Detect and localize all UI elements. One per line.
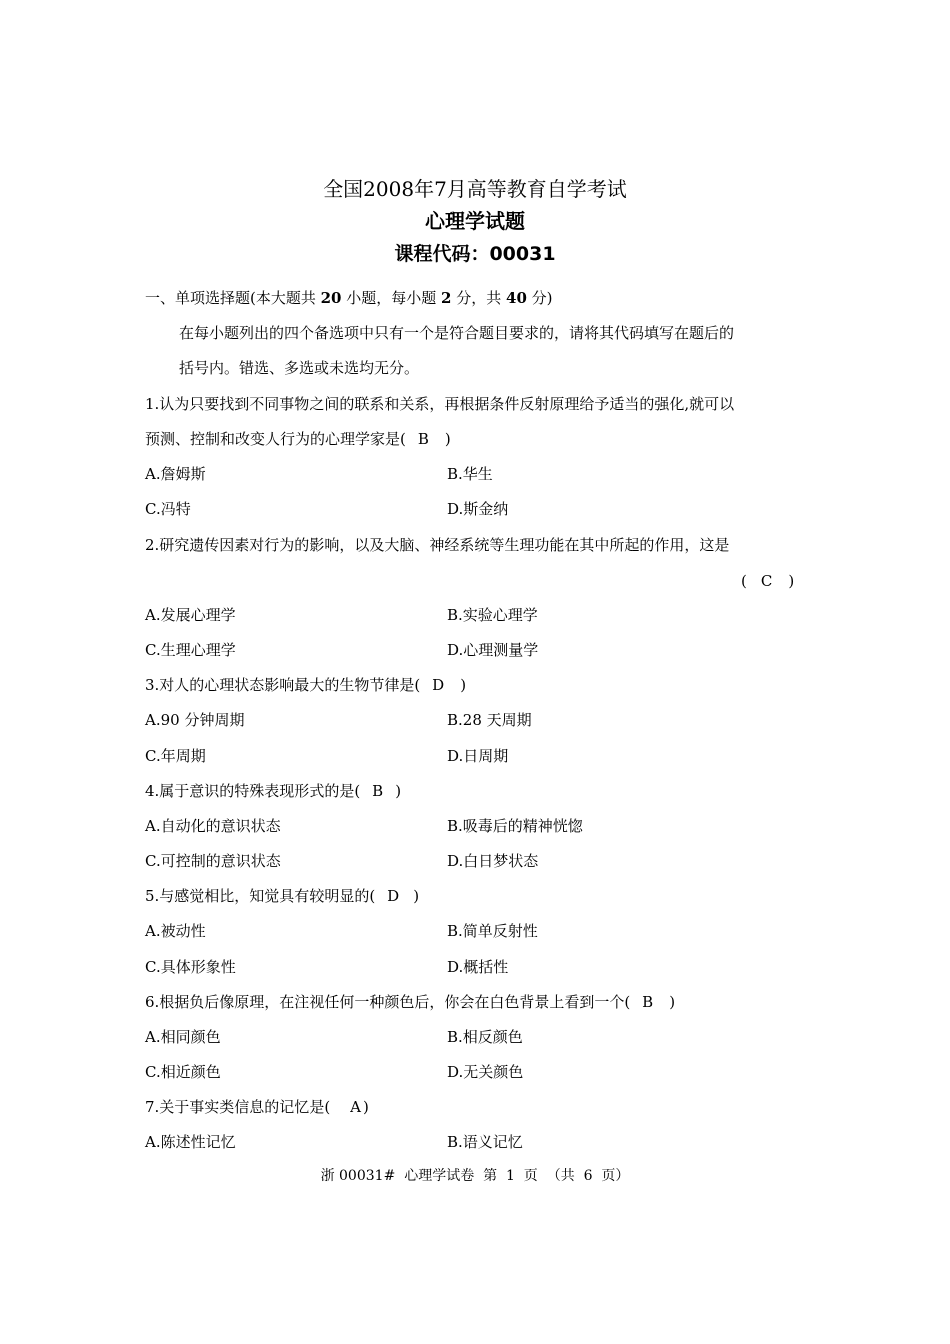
option-7b: B.语义记忆 (447, 1133, 523, 1151)
instruction-line-2: 括号内。错选、多选或未选均无分。 (179, 359, 420, 377)
question-4-stem: 4.属于意识的特殊表现形式的是( B ) (145, 782, 402, 800)
option-3c: C.年周期 (145, 747, 206, 765)
question-6-stem: 6.根据负后像原理，在注视任何一种颜色后，你会在白色背景上看到一个( B ) (145, 993, 676, 1011)
option-4c: C.可控制的意识状态 (145, 852, 281, 870)
question-5-stem: 5.与感觉相比，知觉具有较明显的( D ) (145, 887, 420, 905)
answer-2: C (760, 572, 773, 590)
option-6c: C.相近颜色 (145, 1063, 221, 1081)
option-2b: B.实验心理学 (447, 606, 538, 624)
answer-3: D (432, 676, 445, 694)
answer-7: A (350, 1098, 362, 1116)
instruction-line-1: 在每小题列出的四个备选项中只有一个是符合题目要求的，请将其代码填写在题后的 (179, 324, 735, 342)
question-2-stem-line-1: 2.研究遗传因素对行为的影响，以及大脑、神经系统等生理功能在其中所起的作用，这是 (145, 536, 730, 554)
option-5c: C.具体形象性 (145, 958, 236, 976)
exam-title: 全国2008年7月高等教育自学考试 (323, 177, 627, 201)
option-1c: C.冯特 (145, 500, 191, 518)
answer-1: B (417, 430, 429, 448)
option-2c: C.生理心理学 (145, 641, 236, 659)
question-7-stem: 7.关于事实类信息的记忆是( A ) (145, 1098, 369, 1116)
option-7a: A.陈述性记忆 (145, 1133, 236, 1151)
option-3d: D.日周期 (447, 747, 509, 765)
option-3b: B.28 天周期 (447, 711, 532, 729)
option-3a: A.90 分钟周期 (145, 711, 245, 729)
option-5d: D.概括性 (447, 958, 509, 976)
page-footer: 浙 00031# 心理学试卷 第 1 页 （共 6 页） (320, 1168, 630, 1184)
option-4d: D.白日梦状态 (447, 852, 539, 870)
option-4b: B.吸毒后的精神恍惚 (447, 817, 583, 835)
option-6b: B.相反颜色 (447, 1028, 523, 1046)
option-1d: D.斯金纳 (447, 500, 509, 518)
option-4a: A.自动化的意识状态 (145, 817, 281, 835)
question-1-stem-line-1: 1.认为只要找到不同事物之间的联系和关系，再根据条件反射原理给予适当的强化,就可以 (145, 395, 735, 413)
answer-4: B (372, 782, 384, 800)
option-5a: A.被动性 (145, 922, 206, 940)
option-6d: D.无关颜色 (447, 1063, 524, 1081)
option-2a: A.发展心理学 (145, 606, 236, 624)
option-2d: D.心理测量学 (447, 641, 539, 659)
option-1a: A.詹姆斯 (145, 465, 206, 483)
option-1b: B.华生 (447, 465, 493, 483)
section-heading: 一、单项选择题(本大题共 20 小题，每小题 2 分，共 40 分) (145, 289, 553, 307)
course-code: 课程代码：00031 (394, 243, 556, 265)
question-3-stem: 3.对人的心理状态影响最大的生物节律是( D ) (145, 676, 467, 694)
option-6a: A.相同颜色 (145, 1028, 221, 1046)
answer-5: D (387, 887, 400, 905)
answer-6: B (642, 993, 654, 1011)
option-5b: B.简单反射性 (447, 922, 538, 940)
question-1-stem-line-2: 预测、控制和改变人行为的心理学家是( B ) (145, 430, 451, 448)
subject-title: 心理学试题 (425, 209, 525, 233)
question-2-bracket: ( C ) (741, 572, 795, 590)
